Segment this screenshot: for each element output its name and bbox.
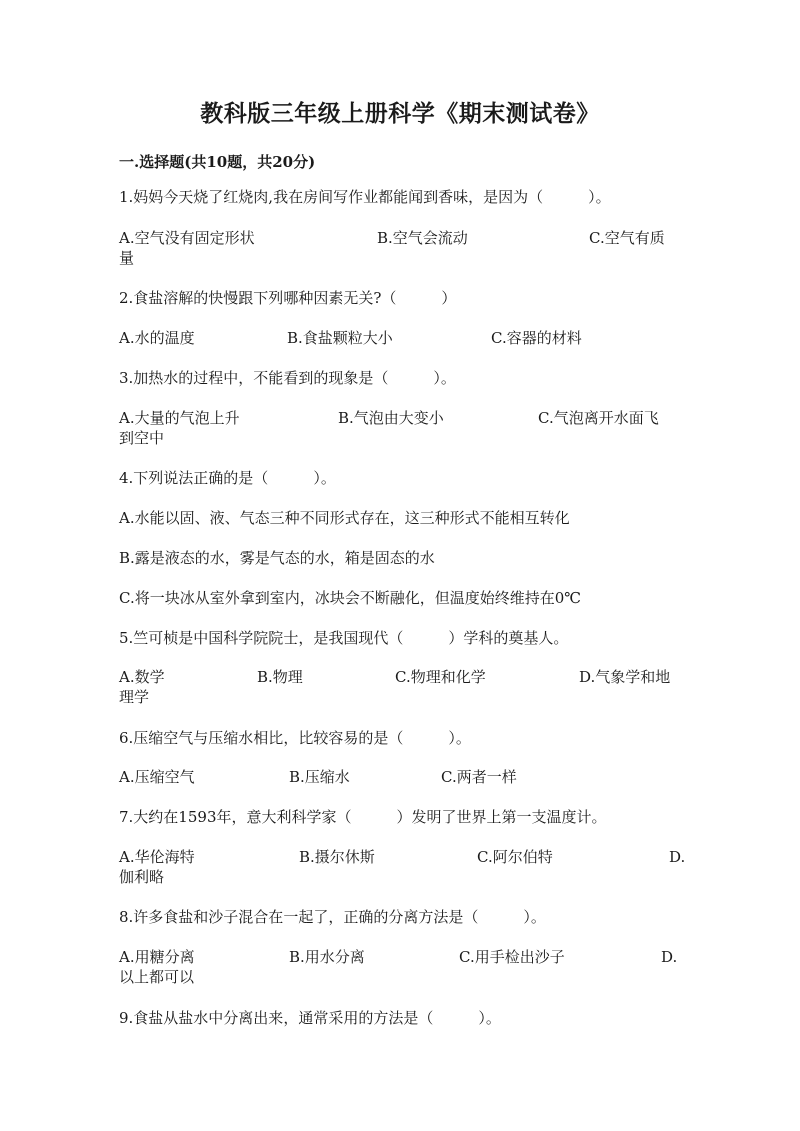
question-8-option-a: A.用糖分离 [119,948,195,966]
question-5-options [119,667,694,707]
question-8-option-c: C.用手检出沙子 [459,948,565,966]
question-4-option-a: A.水能以固、液、气态三种不同形式存在，这三种形式不能相互转化 [119,509,570,527]
question-8-option-b: B.用水分离 [289,948,365,966]
question-3-option-c: C.气泡离开水面飞 [538,409,659,427]
question-1-option-a: A.空气没有固定形状 [119,229,255,247]
question-8-stem: 8.许多食盐和沙子混合在一起了，正确的分离方法是（ ）。 [119,908,546,926]
question-6-option-b: B.压缩水 [289,768,350,786]
question-3-option-a: A.大量的气泡上升 [119,409,240,427]
question-1-option-c: C.空气有质 [589,229,665,247]
question-7-stem: 7.大约在1593年，意大利科学家（ ）发明了世界上第一支温度计。 [119,808,607,826]
question-7-options [119,847,694,887]
question-1-options [119,228,694,268]
question-3-option-wrap: 到空中 [119,429,165,447]
question-6-options [119,767,694,787]
question-7-option-c: C.阿尔伯特 [477,848,553,866]
question-5-option-wrap: 理学 [119,688,150,706]
section-heading: 一.选择题(共10题，共20分) [119,153,316,171]
question-2-stem: 2.食盐溶解的快慢跟下列哪种因素无关?（ ） [119,289,457,307]
question-7-option-b: B.摄尔休斯 [299,848,375,866]
question-2-option-c: C.容器的材料 [491,329,582,347]
question-1-option-b: B.空气会流动 [377,229,468,247]
question-5-option-d: D.气象学和地 [579,668,671,686]
question-3-option-b: B.气泡由大变小 [338,409,444,427]
question-3-stem: 3.加热水的过程中，不能看到的现象是（ ）。 [119,369,456,387]
question-2-option-a: A.水的温度 [119,329,195,347]
question-2-option-b: B.食盐颗粒大小 [287,329,393,347]
question-4-option-b: B.露是液态的水，雾是气态的水，箱是固态的水 [119,549,435,567]
question-4-option-c: C.将一块冰从室外拿到室内，冰块会不断融化，但温度始终维持在0℃ [119,589,582,607]
page-title: 教科版三年级上册科学《期末测试卷》 [200,100,600,127]
question-4-stem: 4.下列说法正确的是（ ）。 [119,469,336,487]
question-8-option-d: D. [661,948,678,966]
question-5-option-c: C.物理和化学 [395,668,486,686]
question-7-option-wrap: 伽利略 [119,868,165,886]
question-2-options [119,328,694,348]
question-8-option-wrap: 以上都可以 [119,968,195,986]
question-1-stem: 1.妈妈今天烧了红烧肉,我在房间写作业都能闻到香味，是因为（ ）。 [119,188,611,206]
question-6-stem: 6.压缩空气与压缩水相比，比较容易的是（ ）。 [119,729,471,747]
question-6-option-a: A.压缩空气 [119,768,195,786]
question-6-option-c: C.两者一样 [441,768,517,786]
question-9-stem: 9.食盐从盐水中分离出来，通常采用的方法是（ ）。 [119,1009,501,1027]
question-5-stem: 5.竺可桢是中国科学院院士，是我国现代（ ）学科的奠基人。 [119,629,569,647]
question-5-option-b: B.物理 [257,668,303,686]
question-3-options [119,408,694,448]
question-8-options [119,947,694,987]
question-7-option-a: A.华伦海特 [119,848,195,866]
question-1-option-wrap: 量 [119,249,135,267]
question-7-option-d: D. [669,848,686,866]
question-5-option-a: A.数学 [119,668,165,686]
